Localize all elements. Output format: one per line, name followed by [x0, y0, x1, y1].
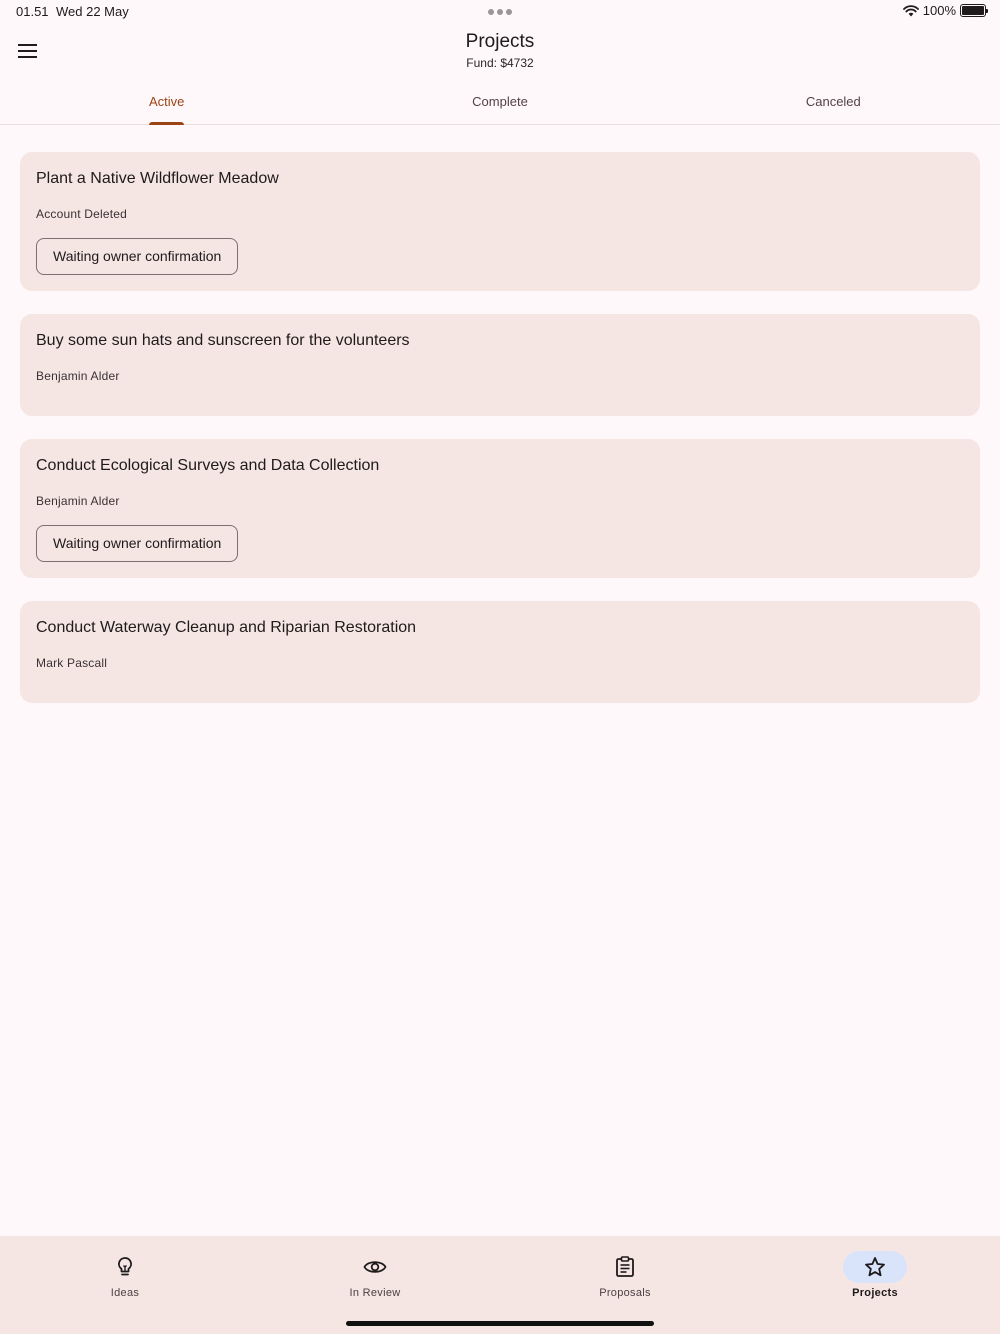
project-owner: Account Deleted: [36, 207, 128, 221]
project-title: Conduct Waterway Cleanup and Riparian Restoration: [36, 619, 417, 636]
project-title: Buy some sun hats and sunscreen for the volunteers: [36, 332, 410, 349]
tab-active-label: Active: [148, 94, 185, 109]
tab-label: [149, 94, 184, 125]
nav-label-projects: Projects: [852, 1287, 898, 1299]
star-icon: [864, 1256, 886, 1278]
tab-indicator: [149, 122, 184, 125]
project-owner: Mark Pascall: [36, 656, 108, 670]
nav-label-in-review: In Review: [349, 1287, 401, 1299]
battery-icon: [960, 4, 986, 17]
nav-label-ideas: Ideas: [110, 1287, 140, 1299]
nav-pill: [93, 1251, 157, 1283]
project-card[interactable]: [20, 601, 980, 703]
clipboard-icon: [615, 1256, 635, 1278]
project-card[interactable]: [20, 439, 980, 578]
project-tabs: [0, 78, 1000, 125]
lightbulb-icon: [115, 1256, 135, 1278]
tab-canceled[interactable]: [667, 78, 1000, 124]
tab-canceled-label: Canceled: [805, 94, 861, 109]
wifi-icon: [903, 5, 919, 17]
project-card[interactable]: [20, 152, 980, 291]
status-bar: [0, 0, 1000, 24]
eye-icon: [363, 1259, 387, 1275]
fund-subtitle: Fund: $4732: [466, 56, 534, 70]
status-chip[interactable]: Waiting owner confirmation: [36, 525, 238, 562]
project-list: [20, 152, 980, 703]
status-date: Wed 22 May: [56, 4, 129, 19]
page-title: Projects: [465, 31, 535, 52]
project-title: Plant a Native Wildflower Meadow: [36, 170, 279, 187]
nav-pill: [593, 1251, 657, 1283]
nav-pill: [843, 1251, 907, 1283]
nav-item-projects[interactable]: [750, 1236, 1000, 1334]
status-time: 01.51: [16, 4, 49, 19]
nav-item-in-review[interactable]: [250, 1236, 500, 1334]
multitasking-dots-icon[interactable]: [488, 9, 512, 15]
project-card[interactable]: [20, 314, 980, 416]
status-indicators: [903, 3, 986, 18]
tab-complete[interactable]: [333, 78, 666, 124]
status-chip[interactable]: Waiting owner confirmation: [36, 238, 238, 275]
home-indicator[interactable]: [346, 1321, 654, 1326]
project-title: Conduct Ecological Surveys and Data Collection: [36, 457, 380, 474]
tab-complete-label: Complete: [472, 94, 528, 109]
nav-item-proposals[interactable]: [500, 1236, 750, 1334]
battery-percent: 100%: [922, 3, 956, 18]
project-owner: Benjamin Alder: [36, 369, 120, 383]
nav-label-proposals: Proposals: [599, 1287, 651, 1299]
nav-pill: [343, 1251, 407, 1283]
nav-item-ideas[interactable]: [0, 1236, 250, 1334]
tab-active[interactable]: [0, 78, 333, 124]
bottom-navigation: [0, 1236, 1000, 1334]
project-owner: Benjamin Alder: [36, 494, 120, 508]
